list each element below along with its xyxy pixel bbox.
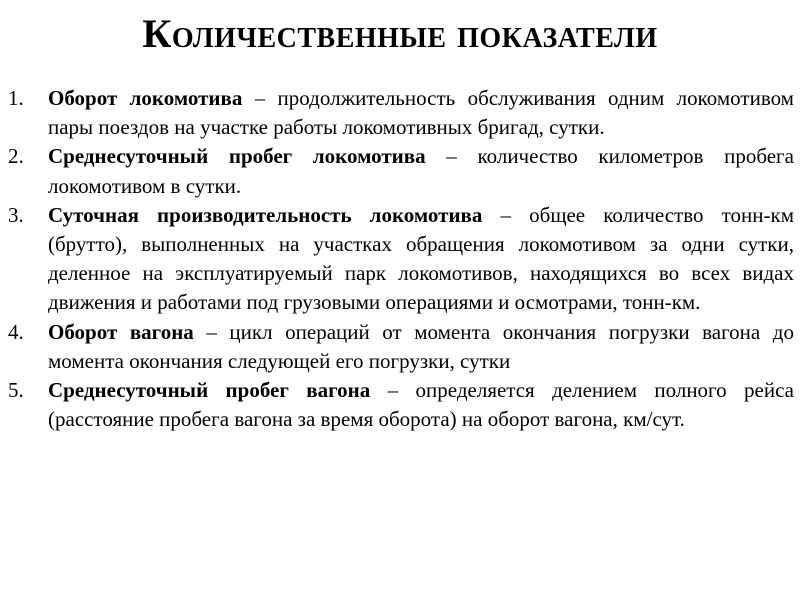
item-definition: – цикл операций от момента окончания погрузки вагона до момента окончания следующей его погрузки, сутки	[48, 319, 794, 373]
item-term: Оборот локомотива	[48, 86, 243, 110]
item-number: 5.	[8, 378, 24, 403]
page-title: Количественные показатели	[142, 11, 658, 56]
item-definition: – определяется делением полного рейса (расстояние пробега вагона за время оборота) на оборот вагона, км/сут.	[48, 378, 794, 432]
list-item	[8, 142, 794, 200]
indicator-list	[8, 84, 794, 434]
item-term: Среднесуточный пробег локомотива	[48, 144, 426, 169]
item-term: Суточная производительность локомотива	[48, 202, 483, 227]
item-definition: – количество километров пробега локомотивом в сутки.	[48, 144, 794, 198]
list-item	[8, 201, 794, 318]
item-term: Оборот вагона	[48, 319, 194, 344]
item-definition: – продолжительность обслуживания одним локомотивом пары поездов на участке работы локомотивных бригад, сутки.	[48, 86, 794, 140]
list-item	[8, 318, 794, 376]
item-term: Среднесуточный пробег вагона	[48, 378, 371, 403]
item-definition: – общее количество тонн-км (брутто), выполненных на участках обращения локомотивом за одни сутки, деленное на эксплуатируемый парк локомотивов, находящихся во всех видах движения и работами под грузовыми операциями и осмотрами, тонн-км.	[48, 202, 794, 315]
item-number: 3.	[8, 202, 24, 227]
list-item	[8, 84, 794, 142]
item-number: 1.	[8, 86, 24, 110]
item-number: 4.	[8, 319, 24, 344]
item-number: 2.	[8, 144, 24, 169]
list-item	[8, 376, 794, 434]
